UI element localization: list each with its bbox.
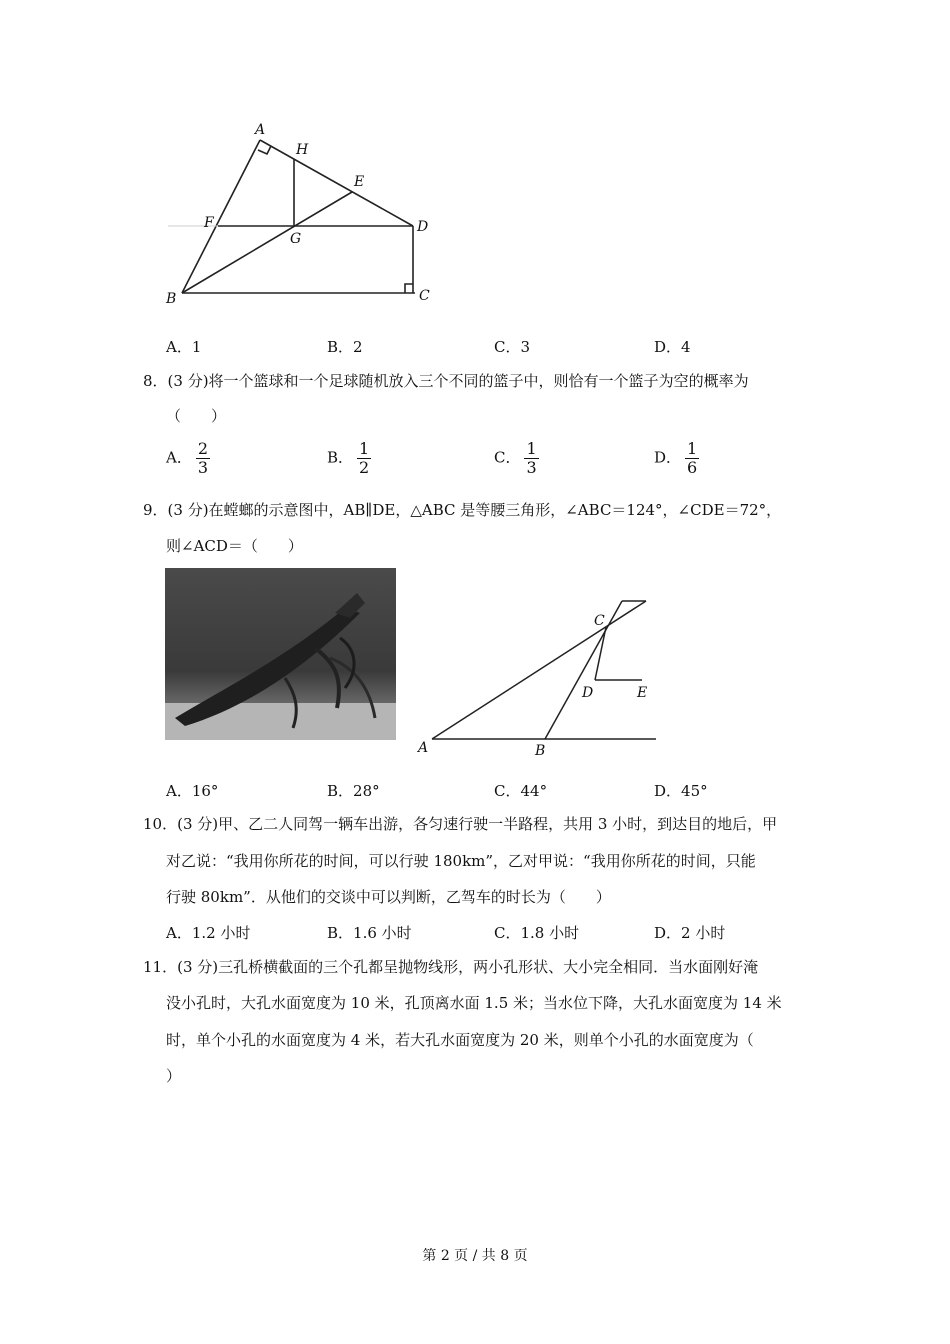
right-angle-mark-c bbox=[405, 284, 413, 293]
label-e: E bbox=[354, 174, 365, 190]
q8-stem-line1: 8．(3 分)将一个篮球和一个足球随机放入三个不同的篮子中，则恰有一个篮子为空的概率为 bbox=[143, 372, 749, 390]
right-angle-mark-a bbox=[258, 146, 271, 154]
q8-option-b-fraction bbox=[357, 440, 371, 477]
q8-option-b-letter: B． bbox=[327, 448, 354, 467]
label-c: C bbox=[594, 613, 605, 629]
q8-option-a bbox=[166, 440, 210, 477]
denominator: 6 bbox=[687, 458, 698, 477]
q8-option-d-letter: D． bbox=[654, 448, 682, 467]
q7-option-d: D．4 bbox=[654, 338, 691, 356]
label-b: B bbox=[166, 291, 177, 307]
q11-stem-line2: 没小孔时，大孔水面宽度为 10 米，孔顶离水面 1.5 米；当水位下降，大孔水面宽度为 14 米 bbox=[166, 994, 782, 1012]
q10-stem-line2: 对乙说：“我用你所花的时间，可以行驶 180km”，乙对甲说：“我用你所花的时间，只能 bbox=[166, 852, 756, 870]
label-a: A bbox=[418, 740, 429, 756]
label-d: D bbox=[417, 219, 429, 235]
q7-option-b: B．2 bbox=[327, 338, 363, 356]
q8-option-c bbox=[494, 440, 539, 477]
page-footer: 第 2 页 / 共 8 页 bbox=[422, 1248, 528, 1264]
q9-option-a: A．16° bbox=[166, 782, 219, 800]
q10-option-b: B．1.6 小时 bbox=[327, 924, 412, 942]
q11-stem-line4: ） bbox=[166, 1067, 182, 1085]
label-f: F bbox=[204, 215, 214, 231]
q9-stem-line2: 则∠ACD＝（ ） bbox=[166, 537, 303, 555]
q10-option-a: A．1.2 小时 bbox=[166, 924, 251, 942]
label-a: A bbox=[255, 122, 266, 138]
q11-stem-line3: 时，单个小孔的水面宽度为 4 米，若大孔水面宽度为 20 米，则单个小孔的水面宽度为（ bbox=[166, 1031, 754, 1049]
q10-option-c: C．1.8 小时 bbox=[494, 924, 580, 942]
q8-option-a-letter: A． bbox=[166, 448, 192, 467]
label-g: G bbox=[290, 231, 302, 247]
label-h: H bbox=[296, 142, 309, 158]
geometry-figure-q9 bbox=[410, 595, 665, 760]
q7-option-c: C．3 bbox=[494, 338, 531, 356]
numerator: 2 bbox=[197, 439, 209, 458]
q8-option-c-fraction bbox=[524, 440, 538, 477]
geometry-figure-q7 bbox=[160, 115, 450, 315]
q10-option-d: D．2 小时 bbox=[654, 924, 726, 942]
q9-option-b: B．28° bbox=[327, 782, 380, 800]
q9-stem-line1: 9．(3 分)在螳螂的示意图中，AB∥DE，△ABC 是等腰三角形，∠ABC＝124°，∠CDE＝72°， bbox=[143, 501, 782, 519]
q7-option-a: A．1 bbox=[166, 338, 202, 356]
q8-stem-line2: （ ） bbox=[166, 407, 227, 425]
label-b: B bbox=[535, 743, 546, 759]
segment-ad bbox=[260, 140, 413, 226]
denominator: 2 bbox=[359, 458, 370, 477]
q10-stem-line1: 10．(3 分)甲、乙二人同驾一辆车出游，各匀速行驶一半路程，共用 3 小时，到达目的地后，甲 bbox=[143, 815, 778, 833]
segment-ac-extended bbox=[432, 601, 646, 739]
q9-option-c: C．44° bbox=[494, 782, 548, 800]
denominator: 3 bbox=[526, 458, 537, 477]
numerator: 1 bbox=[687, 439, 698, 458]
mantis-photo bbox=[165, 568, 396, 740]
q8-option-a-fraction bbox=[196, 440, 210, 477]
q9-option-d: D．45° bbox=[654, 782, 708, 800]
segment-bc-extended bbox=[545, 601, 622, 739]
q8-option-b bbox=[327, 440, 371, 477]
q8-option-c-letter: C． bbox=[494, 448, 521, 467]
numerator: 1 bbox=[526, 439, 537, 458]
q8-option-d bbox=[654, 440, 699, 477]
label-e: E bbox=[637, 685, 648, 701]
q11-stem-line1: 11．(3 分)三孔桥横截面的三个孔都呈抛物线形，两小孔形状、大小完全相同．当水面刚好淹 bbox=[143, 958, 759, 976]
q10-stem-line3: 行驶 80km”．从他们的交谈中可以判断，乙驾车的时长为（ ） bbox=[166, 888, 611, 906]
numerator: 1 bbox=[359, 439, 370, 458]
q8-option-d-fraction bbox=[685, 440, 699, 477]
segment-cd bbox=[595, 627, 606, 680]
label-c: C bbox=[419, 288, 430, 304]
denominator: 3 bbox=[197, 458, 209, 477]
label-d: D bbox=[582, 685, 594, 701]
